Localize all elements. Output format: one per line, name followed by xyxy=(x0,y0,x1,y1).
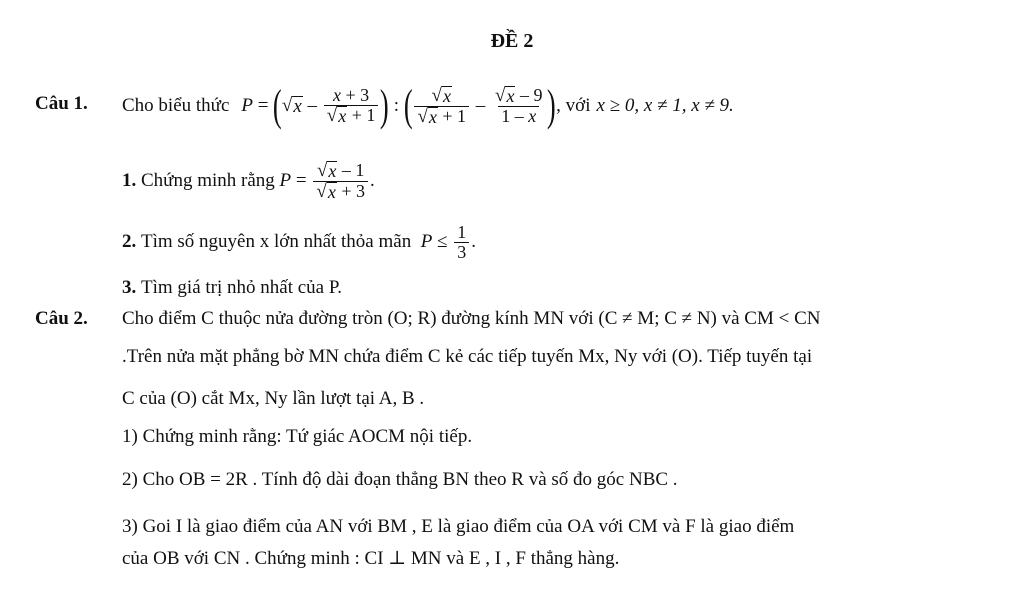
expression-p: P = ( √ x – x + 3 √ x + 1 ) : ( √ x √ x + 1 – √ x – 9 1 – x ) xyxy=(241,81,557,130)
question-1-condition: x ≥ 0, x ≠ 1, x ≠ 9. xyxy=(596,95,734,116)
q2-part-3-line-2: của OB với CN . Chứng minh : CI ⊥ MN và E , I , F thẳng hàng. xyxy=(122,548,620,569)
exam-title: ĐỀ 2 xyxy=(490,30,534,52)
q2-line-1: Cho điểm C thuộc nửa đường tròn (O; R) đường kính MN với (C ≠ M; C ≠ N) và CM < CN xyxy=(122,308,821,329)
question-1-intro: Cho biểu thức xyxy=(122,95,230,116)
q2-line-2: .Trên nửa mặt phẳng bờ MN chứa điểm C kẻ các tiếp tuyến Mx, Ny với (O). Tiếp tuyến tại xyxy=(122,346,813,367)
q2-part-1: 1) Chứng minh rằng: Tứ giác AOCM nội tiếp. xyxy=(122,426,473,447)
question-1-tail: , với xyxy=(556,95,591,116)
q2-part-2: 2) Cho OB = 2R . Tính độ dài đoạn thẳng BN theo R và số đo góc NBC . xyxy=(122,469,678,490)
q1-part-3 xyxy=(122,276,342,300)
question-1-label: Câu 1. xyxy=(35,93,88,114)
question-1-statement xyxy=(122,80,734,132)
q1-part-3-text: Tìm giá trị nhỏ nhất của P. xyxy=(141,277,343,298)
q1-part-2-formula: P ≤ $\frac{1}{3}$ . xyxy=(420,221,476,262)
q1-part-1-formula: P = √ x – 1 √ x + 3 . xyxy=(279,159,375,202)
q1-part-1-text: Chứng minh rằng xyxy=(141,170,275,191)
q1-part-1-num: 1. xyxy=(122,170,137,191)
q2-part-3-line-1: 3) Goi I là giao điểm của AN với BM , E là giao điểm của OA với CM và F là giao điểm xyxy=(122,516,795,537)
question-2-label: Câu 2. xyxy=(35,308,88,329)
q1-part-3-num: 3. xyxy=(122,277,137,298)
q1-part-1 xyxy=(122,156,375,206)
q1-part-2-text: Tìm số nguyên x lớn nhất thỏa mãn xyxy=(141,231,412,252)
q2-line-3: C của (O) cắt Mx, Ny lần lượt tại A, B . xyxy=(122,388,425,409)
q1-part-2 xyxy=(122,218,476,266)
q1-part-2-num: 2. xyxy=(122,231,137,252)
